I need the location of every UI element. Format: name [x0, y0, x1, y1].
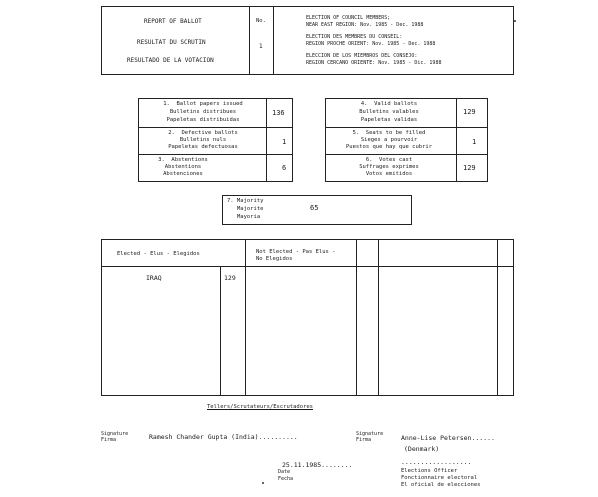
fecha-label: Fecha — [278, 476, 294, 482]
stat-box-valid-ballots — [325, 98, 488, 128]
majority-box — [222, 195, 412, 225]
stat-label: Sieges a pourvoir — [360, 137, 418, 143]
results-col-divider-1 — [220, 266, 221, 396]
firma-label-left: Firma — [101, 437, 117, 443]
stat-label: 6. Votes cast — [365, 157, 413, 163]
elected-candidate-name: IRAQ — [146, 274, 162, 282]
signature-teller-right-country: (Denmark) — [404, 445, 440, 453]
date-value: 25.11.1985........ — [282, 461, 353, 469]
elections-officer-en: Elections Officer — [401, 468, 458, 474]
firma-label-right: Firma — [356, 437, 372, 443]
report-title-fr: RESULTAT DU SCRUTIN — [137, 39, 206, 46]
election-fr-line2: REGION PROCHE ORIENT: Nov. 1985 - Dec. 1988 — [306, 41, 436, 47]
stat-label: Bulletins distribues — [169, 109, 237, 115]
stat-value: 1 — [282, 138, 287, 146]
tellers-heading: Tellers/Scrutateurs/Escrutadores — [207, 404, 313, 410]
results-col-divider-2 — [245, 239, 246, 396]
stat-label: Abstentions — [164, 164, 202, 170]
stat-label: 1. Ballot papers issued — [163, 101, 243, 107]
results-col-divider-3 — [356, 239, 357, 396]
election-es-line2: REGION CERCANO ORIENTE: Nov. 1985 - Dic. 1988 — [306, 60, 442, 66]
header-divider-right — [273, 6, 274, 75]
stat-box-defective-ballots — [138, 127, 293, 155]
majority-label-es: Mayoria — [237, 214, 261, 220]
election-en-line2: NEAR EAST REGION: Nov. 1985 - Dec. 1988 — [306, 22, 424, 28]
report-title-es: RESULTADO DE LA VOTACION — [127, 57, 214, 64]
stat-value: 129 — [463, 164, 476, 172]
stat-label: Puestos que hay que cubrir — [345, 144, 433, 150]
officer-signature-line: .................. — [401, 458, 472, 466]
margin-mark — [262, 482, 264, 484]
election-es-line1: ELECCION DE LOS MIEMBROS DEL CONSEJO: — [306, 53, 418, 59]
elected-header: Elected - Elus - Elegidos — [117, 251, 200, 257]
stat-label: 3. Abstentions — [158, 157, 208, 163]
results-col-divider-4 — [378, 239, 379, 396]
stat-label: Papeletas distribuidas — [166, 117, 240, 123]
stat-divider — [266, 155, 267, 181]
stat-label: Bulletins valables — [359, 109, 419, 115]
signature-label-left: Signature — [101, 431, 129, 437]
stat-divider — [456, 128, 457, 154]
results-table — [101, 239, 514, 396]
majority-label-en: 7. Majority — [227, 198, 264, 204]
margin-mark — [514, 20, 516, 22]
stat-label: Papeletas validas — [360, 117, 418, 123]
stat-value: 6 — [282, 164, 287, 172]
not-elected-header-line2: No Elegidos — [256, 256, 293, 262]
number-label: No. — [256, 18, 266, 24]
stat-value: 1 — [472, 138, 477, 146]
signature-label-right: Signature — [356, 431, 384, 437]
number-value: 1 — [259, 43, 263, 50]
stat-label: 4. Valid ballots — [360, 101, 418, 107]
stat-box-votes-cast — [325, 154, 488, 182]
results-col-divider-5 — [497, 239, 498, 396]
stat-label: Suffrages exprimes — [359, 164, 419, 170]
signature-teller-left: Ramesh Chander Gupta (India).......... — [149, 433, 298, 441]
stat-divider — [456, 155, 457, 181]
stat-label: Abstenciones — [163, 171, 203, 177]
stat-value: 129 — [463, 108, 476, 116]
elected-candidate-votes: 129 — [224, 274, 236, 282]
majority-label-fr: Majorite — [237, 206, 264, 212]
not-elected-header-line1: Not Elected - Pas Elus - — [256, 249, 336, 255]
date-label: Date — [278, 469, 291, 475]
stat-label: 5. Seats to be filled — [352, 130, 426, 136]
stat-label: Votos emitidos — [365, 171, 413, 177]
elections-officer-es: El oficial de elecciones — [401, 482, 481, 488]
election-en-line1: ELECTION OF COUNCIL MEMBERS; — [306, 15, 391, 21]
results-header-rule — [101, 266, 514, 267]
stat-value: 136 — [272, 109, 285, 117]
stat-divider — [266, 128, 267, 154]
stat-label: Papeletas defectuosas — [168, 144, 238, 150]
stat-label: 2. Defective ballots — [168, 130, 238, 136]
stat-box-abstentions — [138, 154, 293, 182]
report-title-en: REPORT OF BALLOT — [144, 18, 202, 25]
elections-officer-fr: Fonctionnaire electoral — [401, 475, 478, 481]
stat-box-ballots-issued — [138, 98, 293, 128]
header-divider-left — [249, 6, 250, 75]
stat-divider — [266, 99, 267, 127]
stat-label: Bulletins nuls — [179, 137, 227, 143]
majority-value: 65 — [310, 204, 319, 212]
election-fr-line1: ELECTION DES MEMBRES DU CONSEIL: — [306, 34, 403, 40]
stat-divider — [456, 99, 457, 127]
signature-teller-right: Anne-Lise Petersen...... — [401, 434, 495, 442]
stat-box-seats-to-fill — [325, 127, 488, 155]
